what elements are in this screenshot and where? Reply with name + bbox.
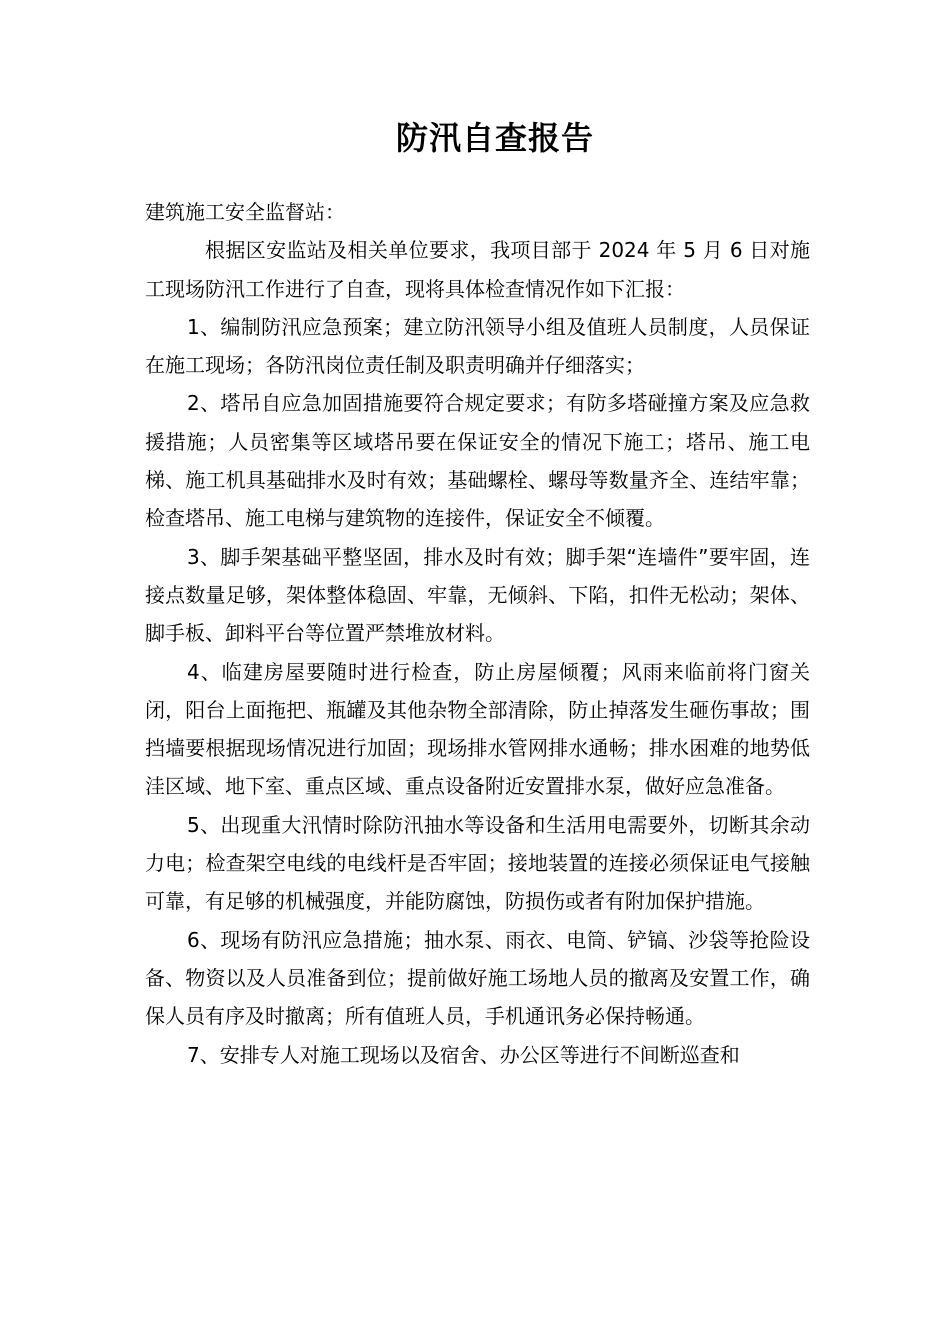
item-paragraph-2: 2、塔吊自应急加固措施要符合规定要求；有防多塔碰撞方案及应急救援措施；人员密集等区域塔吊要在保证安全的情况下施工；塔吊、施工电梯、施工机具基础排水及时有效；基础螺栓、螺母等数量齐全、连结牢靠；检查塔吊、施工电梯与建筑物的连接件，保证安全不倾覆。 [145,391,810,531]
item-paragraph-6: 6、现场有防汛应急措施；抽水泵、雨衣、电筒、铲镐、沙袋等抢险设备、物资以及人员准备到位；提前做好施工场地人员的撤离及安置工作，确保人员有序及时撤离；所有值班人员，手机通讯务必保持畅通。 [145,927,810,1029]
document-title: 防汛自查报告 [395,119,594,157]
item-paragraph-5: 5、出现重大汛情时除防汛抽水等设备和生活用电需要外，切断其余动力电；检查架空电线的电线杆是否牢固；接地装置的连接必须保证电气接触可靠，有足够的机械强度，并能防腐蚀，防损伤或者有附加保护措施。 [145,812,810,914]
item-paragraph-3: 3、脚手架基础平整坚固，排水及时有效；脚手架“连墙件”要牢固，连接点数量足够，架体整体稳固、牢靠，无倾斜、下陷，扣件无松动；架体、脚手板、卸料平台等位置严禁堆放材料。 [145,544,810,646]
item-paragraph-4: 4、临建房屋要随时进行检查，防止房屋倾覆；风雨来临前将门窗关闭，阳台上面拖把、瓶罐及其他杂物全部清除，防止掉落发生砸伤事故；围挡墙要根据现场情况进行加固；现场排水管网排水通畅；排水困难的地势低洼区域、地下室、重点区域、重点设备附近安置排水泵，做好应急准备。 [145,659,810,799]
item-paragraph-7: 7、安排专人对施工现场以及宿舍、办公区等进行不间断巡查和 [187,1042,740,1067]
item-paragraph-1: 1、编制防汛应急预案；建立防汛领导小组及值班人员制度，人员保证在施工现场；各防汛岗位责任制及职责明确并仔细落实； [145,314,810,378]
document-body [145,193,810,1074]
salutation: 建筑施工安全监督站： [145,200,345,224]
intro-paragraph: 根据区安监站及相关单位要求，我项目部于 2024 年 5 月 6 日对施工现场防汛工作进行了自查，现将具体检查情况作如下汇报： [145,238,810,301]
